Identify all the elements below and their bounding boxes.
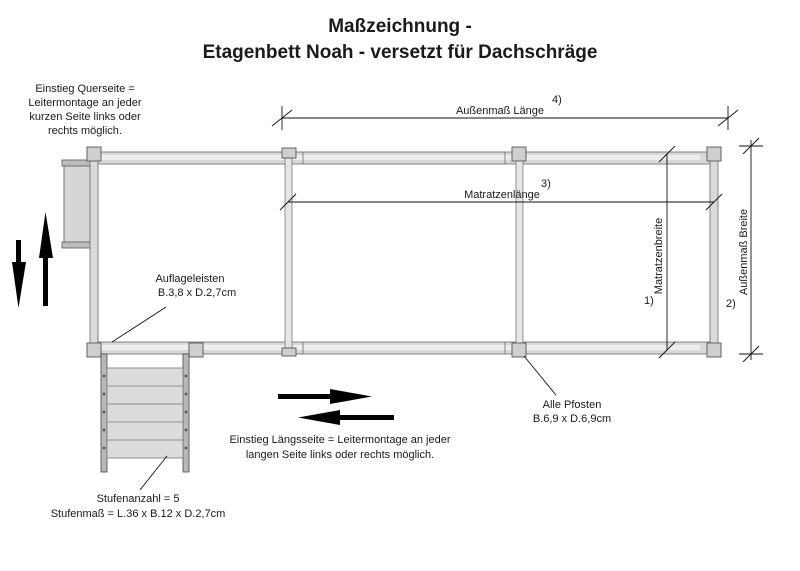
ladder-steps-area [107, 368, 183, 458]
middle-support-left [285, 158, 292, 348]
bed-frame [87, 147, 721, 357]
label-matratzenbreite: Matratzenbreite [653, 217, 665, 295]
dimension-matratzenlaenge [280, 178, 722, 210]
callout-auflageleisten [112, 273, 236, 342]
ladder-side-panel [64, 164, 92, 244]
callout-line: Alle Pfosten [542, 399, 602, 411]
callout-alle-pfosten [524, 356, 611, 425]
drawing-title-line-1: Maßzeichnung - [328, 16, 472, 37]
note-line: rechts möglich. [48, 125, 122, 137]
label-aussenmass-laenge-num: 4) [552, 94, 562, 106]
arrow-down-head [12, 262, 26, 308]
dimension-matratzenbreite [644, 146, 675, 358]
label-matratzenlaenge-num: 3) [541, 178, 551, 190]
arrow-right-head [330, 389, 372, 404]
ladder-bottom-cap [62, 242, 94, 248]
note-line: Leitermontage an jeder [28, 97, 142, 109]
callout-line: B.6,9 x D.6,9cm [532, 413, 612, 425]
support-cap-top [282, 148, 296, 158]
note-line: Einstieg Querseite = [35, 83, 135, 95]
post-top-right [707, 147, 721, 161]
dimension-aussenmass-breite [726, 138, 763, 362]
note-line: kurzen Seite links oder [29, 111, 141, 123]
arrow-up-head [39, 212, 53, 258]
callout-stufen [51, 456, 226, 520]
post-top-middle [512, 147, 526, 161]
post-top-left [87, 147, 101, 161]
dimension-aussenmass-laenge [272, 94, 738, 130]
post-bottom-left [87, 343, 101, 357]
top-rail-inner [100, 155, 700, 160]
note-line: langen Seite links oder rechts möglich. [245, 449, 435, 461]
leader-line [140, 456, 167, 490]
callout-line: Auflageleisten [155, 273, 225, 285]
arrow-up-shaft [43, 258, 48, 306]
drawing-title-line-2: Etagenbett Noah - versetzt für Dachschräge [202, 42, 598, 63]
support-cap-bottom [282, 348, 296, 356]
right-short-rail [710, 160, 718, 348]
leader-line [524, 356, 556, 395]
note-einstieg-laengsseite [229, 434, 450, 461]
left-short-rail [90, 160, 98, 348]
callout-line: B.3,8 x D.2,7cm [157, 287, 237, 299]
label-matratzenlaenge: Matratzenlänge [464, 189, 540, 201]
horizontal-entry-arrows [278, 389, 394, 425]
note-line: Einstieg Längsseite = Leitermontage an jeder [229, 434, 451, 446]
middle-support-right [516, 158, 523, 348]
long-side-ladder [101, 354, 189, 472]
note-einstieg-querseite [28, 83, 141, 137]
callout-line: Stufenmaß = L.36 x B.12 x D.2,7cm [50, 508, 226, 520]
label-aussenmass-breite: Außenmaß Breite [738, 208, 750, 296]
post-bottom-right [707, 343, 721, 357]
arrow-left-head [298, 410, 340, 425]
label-aussenmass-breite-num: 2) [726, 298, 736, 310]
vertical-entry-arrows [12, 212, 53, 308]
short-side-ladder [62, 160, 94, 248]
post-ladder-hook [189, 343, 203, 357]
callout-line: Stufenanzahl = 5 [96, 493, 180, 505]
label-matratzenbreite-num: 1) [644, 295, 654, 307]
leader-line [112, 307, 166, 342]
label-aussenmass-laenge: Außenmaß Länge [455, 105, 545, 117]
post-bottom-middle [512, 343, 526, 357]
